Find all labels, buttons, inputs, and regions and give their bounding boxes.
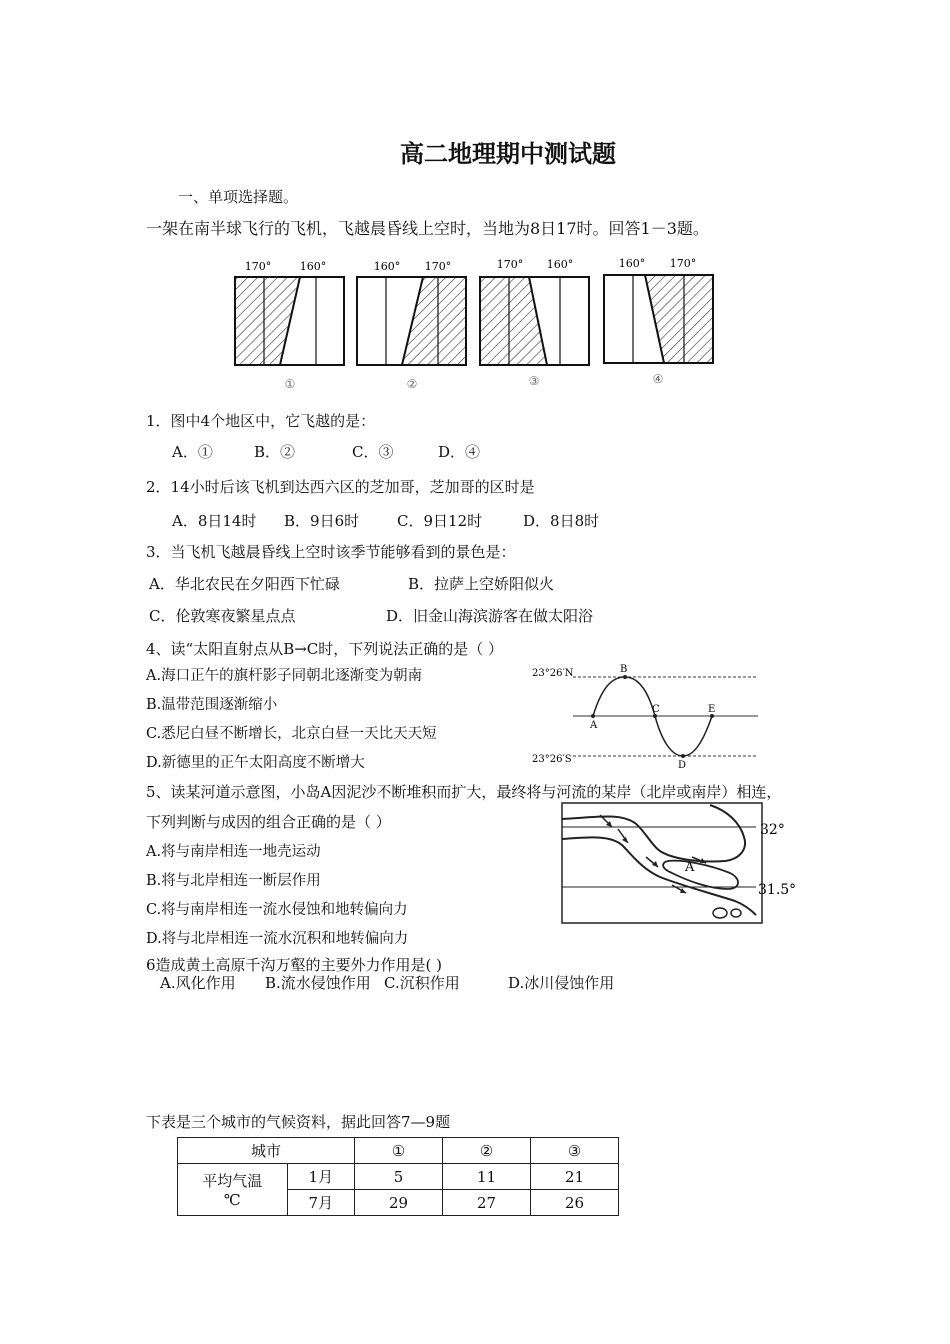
q4-option-c: C.悉尼白昼不断增长，北京白昼一天比天天短: [146, 726, 437, 742]
q6-option-b: B.流水侵蚀作用: [265, 974, 371, 992]
q3-option-c: C．伦敦寒夜繁星点点: [149, 607, 296, 625]
q4-option-d: D.新德里的正午太阳高度不断增大: [146, 755, 365, 771]
q6-option-a: A.风化作用: [160, 974, 236, 992]
q1-option-d: D．④: [438, 443, 481, 461]
panel-2-label: ②: [406, 377, 418, 391]
month-jan: 1月: [287, 1164, 354, 1190]
q2-option-d: D．8日8时: [523, 512, 600, 530]
panel-2-lon-left: 160°: [373, 260, 401, 273]
island-label: A: [685, 860, 695, 875]
jul-city-1: 29: [355, 1190, 443, 1216]
q1-option-c: C．③: [352, 443, 394, 461]
point-c: C: [652, 704, 660, 715]
jan-city-3: 21: [531, 1164, 619, 1190]
row-label-temperature: [178, 1164, 288, 1216]
q4-stem: 4、读“太阳直射点从B→C时，下列说法正确的是（ ）: [146, 640, 504, 658]
jan-city-1: 5: [355, 1164, 443, 1190]
jul-city-3: 26: [531, 1190, 619, 1216]
q6-option-d: D.冰川侵蚀作用: [508, 974, 615, 992]
q5-option-b: B.将与北岸相连一断层作用: [146, 873, 321, 889]
question-intro: 一架在南半球飞行的飞机，飞越晨昏线上空时，当地为8日17时。回答1－3题。: [146, 219, 709, 238]
panel-4-label: ④: [652, 372, 664, 386]
section-heading: 一、单项选择题。: [178, 188, 299, 206]
panel-2: [357, 260, 466, 391]
panel-2-lon-right: 170°: [424, 260, 452, 273]
q1-stem: 1．图中4个地区中，它飞越的是：: [146, 412, 376, 430]
q3-option-a: A．华北农民在夕阳西下忙碌: [149, 575, 340, 593]
q1-option-b: B．②: [254, 443, 296, 461]
panel-4-lon-right: 170°: [669, 257, 697, 270]
q2-option-a: A．8日14时: [172, 512, 257, 530]
panel-3-label: ③: [528, 374, 540, 388]
tropic-south-label: 23°26′S: [532, 754, 572, 765]
panel-1: [235, 260, 344, 391]
river-channel-diagram: [560, 801, 810, 926]
q1-option-a: A．①: [172, 443, 213, 461]
header-city-2: ②: [443, 1138, 531, 1164]
q6-option-c: C.沉积作用: [384, 974, 460, 992]
header-city: 城市: [178, 1138, 355, 1164]
q4-option-a: A.海口正午的旗杆影子同朝北逐渐变为朝南: [146, 668, 423, 684]
latitude-bottom-label: 31.5°: [758, 882, 797, 898]
sun-path-diagram: [530, 660, 780, 770]
panel-4-lon-left: 160°: [618, 257, 646, 270]
jul-city-2: 27: [443, 1190, 531, 1216]
q6-stem: 6造成黄土高原千沟万壑的主要外力作用是( ): [146, 956, 443, 974]
table-row: [178, 1164, 619, 1190]
q5-option-c: C.将与南岸相连一流水侵蚀和地转偏向力: [146, 902, 408, 918]
panel-1-label: ①: [284, 377, 296, 391]
q5-stem-line1: 5、读某河道示意图，小岛A因泥沙不断堆积而扩大，最终将与河流的某岸（北岸或南岸）相连，: [146, 783, 782, 801]
q2-stem: 2．14小时后该飞机到达西六区的芝加哥，芝加哥的区时是: [146, 478, 535, 496]
q3-stem: 3．当飞机飞越晨昏线上空时该季节能够看到的景色是：: [146, 543, 516, 561]
point-d: D: [678, 760, 687, 770]
table-intro: 下表是三个城市的气候资料，据此回答7—9题: [146, 1113, 451, 1131]
q2-option-b: B．9日6时: [284, 512, 360, 530]
panel-3: [480, 258, 589, 388]
table-row: [178, 1138, 619, 1164]
panel-3-lon-left: 170°: [496, 258, 524, 271]
q5-option-a: A.将与南岸相连一地壳运动: [146, 844, 321, 860]
month-jul: 7月: [287, 1190, 354, 1216]
panel-1-lon-left: 170°: [244, 260, 272, 273]
latitude-top-label: 32°: [760, 822, 785, 838]
header-city-3: ③: [531, 1138, 619, 1164]
q4-option-b: B.温带范围逐渐缩小: [146, 697, 278, 713]
point-b: B: [620, 664, 628, 675]
climate-table: [177, 1137, 619, 1216]
q2-option-c: C．9日12时: [397, 512, 483, 530]
q5-stem-line2: 下列判断与成因的组合正确的是（ ）: [146, 813, 391, 831]
tropic-north-label: 23°26′N: [532, 668, 574, 679]
q3-option-b: B．拉萨上空娇阳似火: [408, 575, 555, 593]
page-title: 高二地理期中测试题: [400, 140, 616, 168]
point-a: A: [590, 720, 598, 731]
header-city-1: ①: [355, 1138, 443, 1164]
q5-option-d: D.将与北岸相连一流水沉积和地转偏向力: [146, 931, 409, 947]
panel-1-lon-right: 160°: [299, 260, 327, 273]
point-e: E: [708, 704, 716, 715]
row-label-line1: 平均气温: [202, 1172, 263, 1190]
panel-3-lon-right: 160°: [546, 258, 574, 271]
q3-option-d: D．旧金山海滨游客在做太阳浴: [386, 607, 594, 625]
panel-4: [604, 257, 713, 386]
row-label-line2: ℃: [223, 1191, 241, 1209]
jan-city-2: 11: [443, 1164, 531, 1190]
